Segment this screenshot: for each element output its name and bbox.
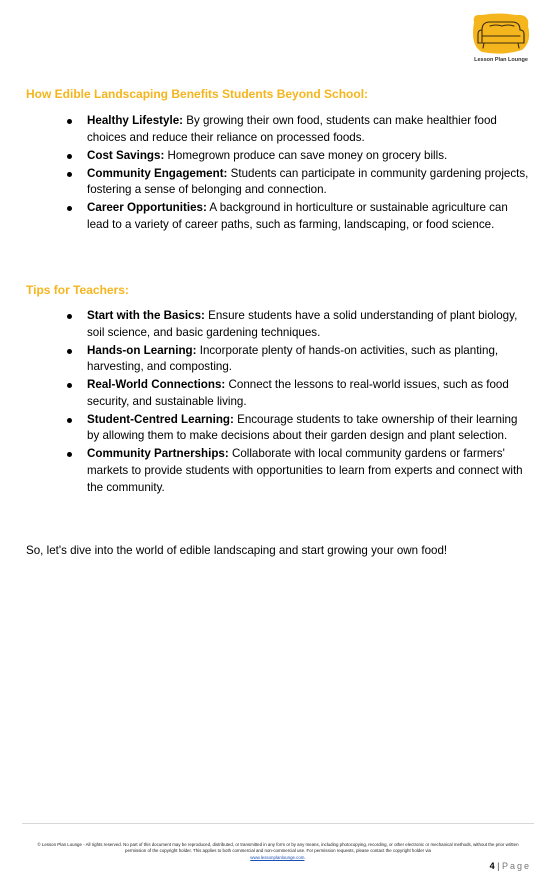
footer-divider <box>22 823 534 824</box>
item-title: Community Engagement: <box>87 166 228 180</box>
list-item <box>87 446 532 496</box>
bullet-dot-icon <box>67 418 72 423</box>
page-separator: | <box>494 861 502 871</box>
item-title: Hands-on Learning: <box>87 343 197 357</box>
item-text: By growing their own food, students can make healthier food choices and reduce their reliance on processed foods. <box>87 114 497 144</box>
list-item <box>87 166 532 199</box>
item-text: Students can participate in community gardening projects, fostering a sense of belonging and connection. <box>87 166 529 197</box>
link-suffix: . <box>304 854 306 860</box>
tips-list <box>87 308 532 497</box>
item-text: Collaborate with local community gardens or farmers' markets to provide students with opportunities to learn from experts and connect with the community. <box>87 447 523 494</box>
bullet-dot-icon <box>67 314 72 319</box>
item-title: Healthy Lifestyle: <box>87 114 183 127</box>
armchair-logo-icon <box>468 12 534 56</box>
page-number <box>490 861 531 871</box>
page-number-value: 4 <box>489 861 495 871</box>
benefits-list <box>87 113 532 235</box>
item-title: Start with the Basics: <box>87 309 205 322</box>
item-text: Ensure students have a solid understanding of plant biology, soil science, and basic gardening techniques. <box>87 309 518 339</box>
item-text: A background in horticulture or sustainable agriculture can lead to a variety of career paths, such as farming, landscaping, or food science. <box>87 201 508 231</box>
bullet-dot-icon <box>67 154 72 159</box>
website-link[interactable]: www.lessonplanlounge.com <box>250 854 305 860</box>
item-text: Homegrown produce can save money on grocery bills. <box>164 148 448 162</box>
bullet-dot-icon <box>67 119 72 124</box>
list-item <box>87 148 532 165</box>
section-heading-benefits: How Edible Landscaping Benefits Students Beyond School: <box>26 87 369 101</box>
item-title: Community Partnerships: <box>87 447 229 461</box>
page-label: Page <box>501 861 531 871</box>
copyright-text: © Lesson Plan Lounge - All rights reserved. No part of this document may be reproduced, distributed, or transmitted in any form or by any means, including photocopying, recording, or other electronic or mechanical methods, without the prior written permission of the copyright holder. This applies to both commercial and non-commercial use. For permission requests, please contact the copyright holder via <box>37 842 519 854</box>
item-title: Career Opportunities: <box>87 201 207 215</box>
bullet-dot-icon <box>67 383 72 388</box>
closing-paragraph: So, let's dive into the world of edible landscaping and start growing your own food! <box>26 544 448 557</box>
bullet-dot-icon <box>67 349 72 354</box>
item-title: Student-Centred Learning: <box>87 412 234 426</box>
list-item <box>87 200 532 233</box>
logo <box>466 12 536 68</box>
item-text: Connect the lessons to real-world issues, such as food security, and sustainable living. <box>87 378 509 408</box>
list-item <box>87 412 532 445</box>
list-item <box>87 308 532 341</box>
bullet-dot-icon <box>67 206 72 211</box>
bullet-dot-icon <box>67 172 72 177</box>
item-text: Incorporate plenty of hands-on activities, such as planting, harvesting, and composting. <box>87 343 499 374</box>
bullet-dot-icon <box>67 452 72 457</box>
list-item <box>87 113 532 146</box>
item-text: Encourage students to take ownership of their learning by allowing them to make decisions about their garden design and plant selection. <box>87 412 518 443</box>
item-title: Cost Savings: <box>87 148 165 162</box>
section-heading-tips: Tips for Teachers: <box>26 283 129 297</box>
list-item <box>87 377 532 410</box>
list-item <box>87 343 532 376</box>
item-title: Real-World Connections: <box>87 378 226 392</box>
footer-copyright <box>28 842 528 861</box>
logo-text: Lesson Plan Lounge <box>474 57 528 63</box>
